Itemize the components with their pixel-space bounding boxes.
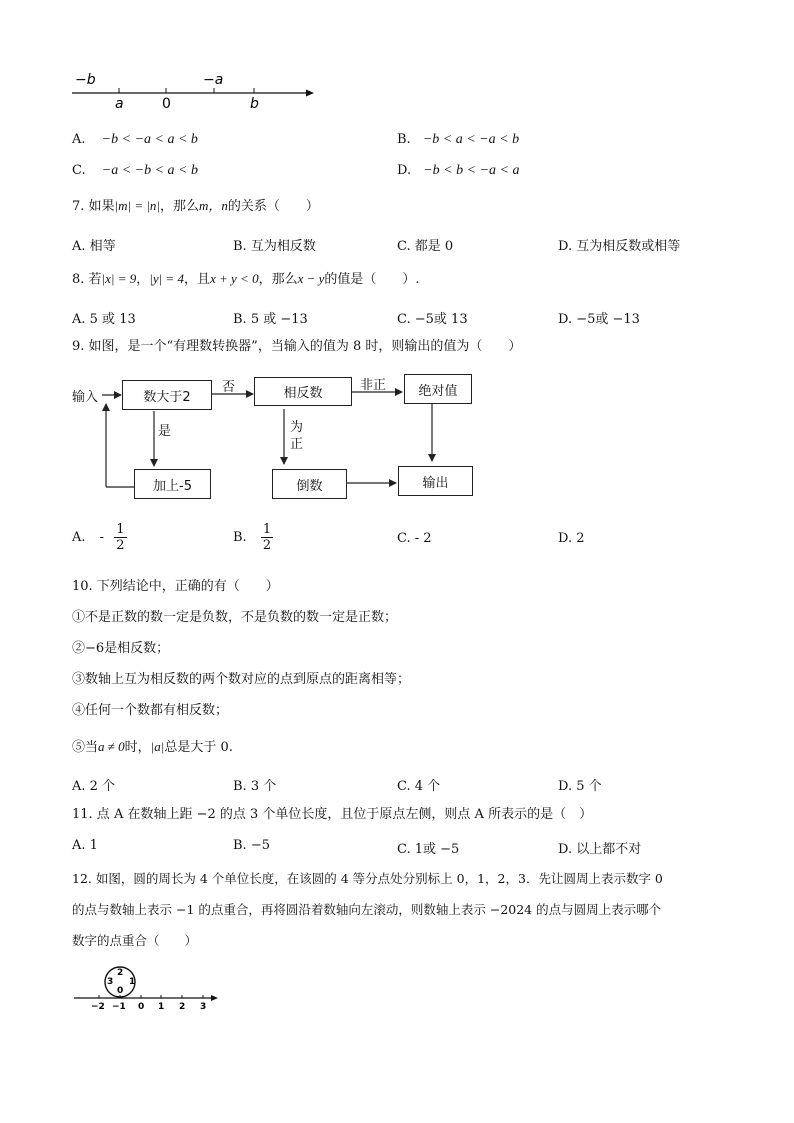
- q9-option-b[interactable]: [233, 522, 273, 553]
- q8-cond-pre: ，且: [183, 272, 210, 287]
- q8-stem-post: 的值是（ ）.: [324, 272, 420, 287]
- q7-option-d[interactable]: D. 互为相反数或相等: [558, 239, 681, 254]
- q9-stem: 9. 如图，是一个“有理数转换器”，当输入的值为 8 时，则输出的值为（ ）: [72, 339, 522, 354]
- label-zero: 0: [162, 96, 171, 112]
- q11-stem: 11. 点 A 在数轴上距 −2 的点 3 个单位长度，且位于原点左侧，则点 A 所表示的是（ ）: [72, 807, 593, 822]
- q9-option-a-key: A.: [72, 530, 86, 545]
- q8-option-a[interactable]: A. 5 或 13: [72, 312, 136, 327]
- flow-box-output: [398, 466, 473, 496]
- q7-option-c[interactable]: C. 都是 0: [397, 239, 454, 254]
- q8-sep: ，: [136, 272, 150, 287]
- q10-statement-4: ④任何一个数都有相反数；: [72, 703, 229, 718]
- flow-box-add-text: 加上-5: [153, 478, 192, 494]
- circle-label-left: 3: [107, 977, 114, 987]
- q11-option-a[interactable]: A. 1: [72, 838, 98, 853]
- axis-tick-1: 1: [158, 1002, 165, 1012]
- q10-statement-5: [72, 738, 233, 757]
- flow-box-absolute: [404, 374, 472, 404]
- q10-option-c[interactable]: C. 4 个: [397, 779, 441, 794]
- flow-input-label: 输入: [72, 390, 99, 405]
- axis-tick-neg2: −2: [91, 1002, 105, 1012]
- q6-option-d[interactable]: [397, 162, 519, 180]
- q9-option-b-fraction: [261, 522, 273, 553]
- q7-stem-mid: ，那么: [160, 199, 200, 214]
- q6-option-b[interactable]: [397, 131, 519, 149]
- q8-stem-pre: 8. 若: [72, 272, 102, 287]
- flow-positive-label: 正: [290, 437, 304, 452]
- q8-cond-post: ，那么: [258, 272, 298, 287]
- q9-option-a-denominator: 2: [116, 538, 125, 553]
- q10-s5-mid: 时，: [124, 740, 151, 755]
- axis-tick-0: 0: [138, 1002, 145, 1012]
- q10-statement-2: ②−6是相反数；: [72, 641, 170, 656]
- flow-not-positive-label: 非正: [360, 378, 387, 393]
- flow-is-label: 为: [290, 420, 304, 435]
- axis-tick-2: 2: [179, 1002, 186, 1012]
- q10-option-a[interactable]: A. 2 个: [72, 779, 116, 794]
- flow-yes-label: 是: [158, 424, 172, 439]
- q10-s5-pre: ⑤当: [72, 740, 99, 755]
- label-a: a: [115, 96, 124, 112]
- q8-expression: x − y: [297, 271, 325, 286]
- q9-option-b-key: B.: [233, 530, 247, 545]
- q8-condition: x + y < 0: [209, 271, 259, 286]
- circle-label-bottom: 0: [117, 986, 124, 996]
- q9-option-a-sign: -: [99, 530, 105, 545]
- q8-option-c[interactable]: C. −5或 13: [397, 312, 468, 327]
- q6-option-a[interactable]: [72, 131, 198, 149]
- q9-option-d[interactable]: D. 2: [558, 531, 585, 546]
- q7-option-b[interactable]: B. 互为相反数: [233, 239, 316, 254]
- q7-formula: |m| = |n|: [114, 198, 161, 213]
- q10-s5-condition: a ≠ 0: [98, 739, 125, 754]
- q9-option-b-denominator: 2: [262, 538, 272, 553]
- q7-stem-post: 的关系（ ）: [227, 199, 319, 214]
- flow-box-greater-than-2: [122, 380, 212, 410]
- axis-tick-neg1: −1: [112, 1002, 126, 1012]
- q10-s5-post: 总是大于 0.: [164, 740, 233, 755]
- q8-x-abs: |x| = 9: [101, 271, 137, 286]
- flow-box-output-text: 输出: [422, 475, 449, 491]
- q11-option-c[interactable]: C. 1或 −5: [397, 842, 460, 857]
- flow-box-opposite: [254, 377, 352, 406]
- q7-stem: [72, 197, 319, 216]
- q6-option-b-text: −b < a < −a < b: [422, 132, 520, 147]
- q6-option-c-key: C.: [72, 163, 86, 178]
- axis-tick-3: 3: [200, 1002, 207, 1012]
- q12-stem-line-2: 的点与数轴上表示 −1 的点重合，再将圆沿着数轴向左滚动，则数轴上表示 −2024 的点与圆周上表示哪个: [72, 902, 662, 917]
- q12-circle-number-line: [70, 960, 230, 1016]
- flow-box-opposite-text: 相反数: [283, 386, 323, 401]
- q8-option-d[interactable]: D. −5或 −13: [558, 312, 640, 327]
- q6-option-c-text: −a < −b < a < b: [101, 163, 199, 178]
- q6-option-d-key: D.: [397, 163, 412, 178]
- q6-option-b-key: B.: [397, 132, 411, 147]
- flow-box-reciprocal: [272, 469, 347, 499]
- q10-stem: 10. 下列结论中，正确的有（ ）: [72, 579, 279, 594]
- label-neg-a: −a: [203, 72, 224, 88]
- q10-statement-1: ①不是正数的数一定是负数，不是负数的数一定是正数；: [72, 610, 398, 625]
- q11-option-b[interactable]: B. −5: [233, 838, 270, 853]
- q8-y-abs: |y| = 4: [149, 271, 184, 286]
- label-b: b: [250, 96, 259, 112]
- q9-option-b-numerator: 1: [262, 522, 272, 537]
- q6-option-c[interactable]: [72, 162, 198, 180]
- circle-label-right: 1: [129, 977, 136, 987]
- flow-box-reciprocal-text: 倒数: [296, 478, 323, 494]
- q10-option-d[interactable]: D. 5 个: [558, 779, 602, 794]
- q9-option-a[interactable]: [72, 522, 127, 553]
- flow-box-absolute-text: 绝对值: [418, 383, 458, 399]
- q8-stem: [72, 270, 420, 289]
- q10-statement-3: ③数轴上互为相反数的两个数对应的点到原点的距离相等；: [72, 672, 411, 687]
- q7-vars: m，n: [199, 198, 228, 213]
- q6-option-a-key: A.: [72, 132, 86, 147]
- flow-box-greater-than-2-text: 数大于2: [143, 389, 191, 405]
- q6-option-a-text: −b < −a < a < b: [101, 132, 198, 147]
- q9-option-c[interactable]: C. - 2: [397, 531, 432, 546]
- q6-number-line: [66, 66, 326, 114]
- q12-stem-line-3: 数字的点重合（ ）: [72, 933, 198, 948]
- label-neg-b: −b: [75, 72, 96, 88]
- q6-option-d-text: −b < b < −a < a: [423, 163, 520, 178]
- q7-stem-pre: 7. 如果: [72, 199, 115, 214]
- flow-no-label: 否: [222, 380, 236, 395]
- q9-option-a-numerator: 1: [116, 522, 125, 537]
- circle-label-top: 2: [117, 968, 124, 978]
- q9-option-a-fraction: [114, 522, 126, 553]
- q7-option-a[interactable]: A. 相等: [72, 239, 116, 254]
- q12-stem-line-1: 12. 如图，圆的周长为 4 个单位长度，在该圆的 4 等分点处分别标上 0，1，2，3．先让圆周上表示数字 0: [72, 871, 663, 886]
- q10-s5-abs: |a|: [150, 739, 165, 754]
- q8-option-b[interactable]: B. 5 或 −13: [233, 312, 308, 327]
- q10-option-b[interactable]: B. 3 个: [233, 779, 277, 794]
- q11-option-d[interactable]: D. 以上都不对: [558, 842, 642, 857]
- flow-box-add: [134, 469, 211, 499]
